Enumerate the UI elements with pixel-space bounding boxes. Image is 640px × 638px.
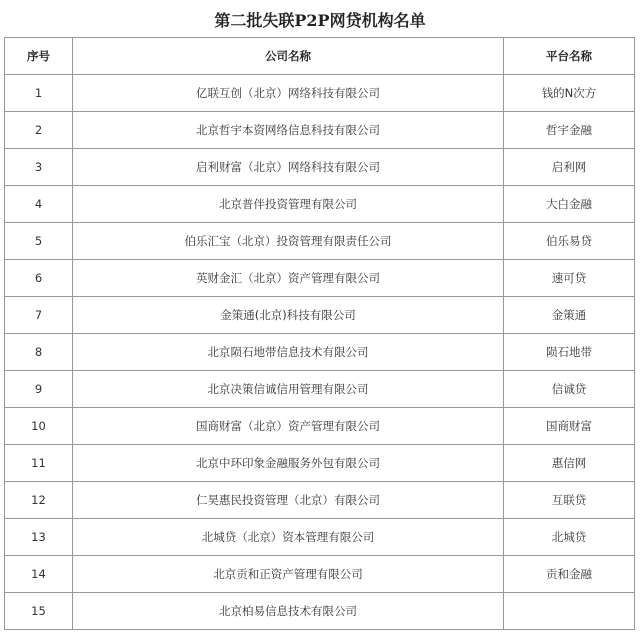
header-platform: 平台名称 xyxy=(504,38,635,75)
row-number: 8 xyxy=(5,334,73,371)
company-name: 仁昊惠民投资管理（北京）有限公司 xyxy=(73,482,504,519)
table-row xyxy=(5,482,635,519)
table-row xyxy=(5,408,635,445)
header-no: 序号 xyxy=(5,38,73,75)
table-row xyxy=(5,334,635,371)
table-row xyxy=(5,556,635,593)
row-number: 2 xyxy=(5,112,73,149)
table-row xyxy=(5,75,635,112)
platform-name: 速可贷 xyxy=(504,260,635,297)
table-row xyxy=(5,445,635,482)
row-number: 5 xyxy=(5,223,73,260)
company-name: 北京决策信诚信用管理有限公司 xyxy=(73,371,504,408)
row-number: 3 xyxy=(5,149,73,186)
table-row xyxy=(5,149,635,186)
row-number: 4 xyxy=(5,186,73,223)
row-number: 14 xyxy=(5,556,73,593)
page-title: 第二批失联P2P网贷机构名单 xyxy=(214,11,426,30)
company-name: 北京哲宇本资网络信息科技有限公司 xyxy=(73,112,504,149)
company-name: 北京普伴投资管理有限公司 xyxy=(73,186,504,223)
row-number: 9 xyxy=(5,371,73,408)
platform-name: 国商财富 xyxy=(504,408,635,445)
company-name: 亿联互创（北京）网络科技有限公司 xyxy=(73,75,504,112)
platform-name: 互联贷 xyxy=(504,482,635,519)
table-row xyxy=(5,223,635,260)
platform-name: 哲宇金融 xyxy=(504,112,635,149)
row-number: 6 xyxy=(5,260,73,297)
company-name: 北京陨石地带信息技术有限公司 xyxy=(73,334,504,371)
table-row xyxy=(5,112,635,149)
platform-name: 大白金融 xyxy=(504,186,635,223)
table-body xyxy=(5,75,635,630)
institution-table xyxy=(4,37,635,630)
platform-name: 贡和金融 xyxy=(504,556,635,593)
company-name: 北京柏易信息技术有限公司 xyxy=(73,593,504,630)
company-name: 英财金汇（北京）资产管理有限公司 xyxy=(73,260,504,297)
platform-name: 伯乐易贷 xyxy=(504,223,635,260)
platform-name: 陨石地带 xyxy=(504,334,635,371)
row-number: 15 xyxy=(5,593,73,630)
table-row xyxy=(5,371,635,408)
table-row xyxy=(5,593,635,630)
company-name: 北京中环印象金融服务外包有限公司 xyxy=(73,445,504,482)
platform-name: 启利网 xyxy=(504,149,635,186)
header-company: 公司名称 xyxy=(73,38,504,75)
table-row xyxy=(5,186,635,223)
platform-name: 北城贷 xyxy=(504,519,635,556)
table-row xyxy=(5,519,635,556)
company-name: 北京贡和正资产管理有限公司 xyxy=(73,556,504,593)
row-number: 10 xyxy=(5,408,73,445)
table-header-row xyxy=(5,38,635,75)
platform-name: 钱的N次方 xyxy=(504,75,635,112)
company-name: 北城贷（北京）资本管理有限公司 xyxy=(73,519,504,556)
row-number: 12 xyxy=(5,482,73,519)
table-row xyxy=(5,260,635,297)
row-number: 11 xyxy=(5,445,73,482)
company-name: 金策通(北京)科技有限公司 xyxy=(73,297,504,334)
row-number: 1 xyxy=(5,75,73,112)
company-name: 国商财富（北京）资产管理有限公司 xyxy=(73,408,504,445)
platform-name: 惠信网 xyxy=(504,445,635,482)
company-name: 伯乐汇宝（北京）投资管理有限责任公司 xyxy=(73,223,504,260)
row-number: 13 xyxy=(5,519,73,556)
platform-name xyxy=(504,593,635,630)
company-name: 启利财富（北京）网络科技有限公司 xyxy=(73,149,504,186)
table-row xyxy=(5,297,635,334)
platform-name: 金策通 xyxy=(504,297,635,334)
row-number: 7 xyxy=(5,297,73,334)
platform-name: 信诚贷 xyxy=(504,371,635,408)
